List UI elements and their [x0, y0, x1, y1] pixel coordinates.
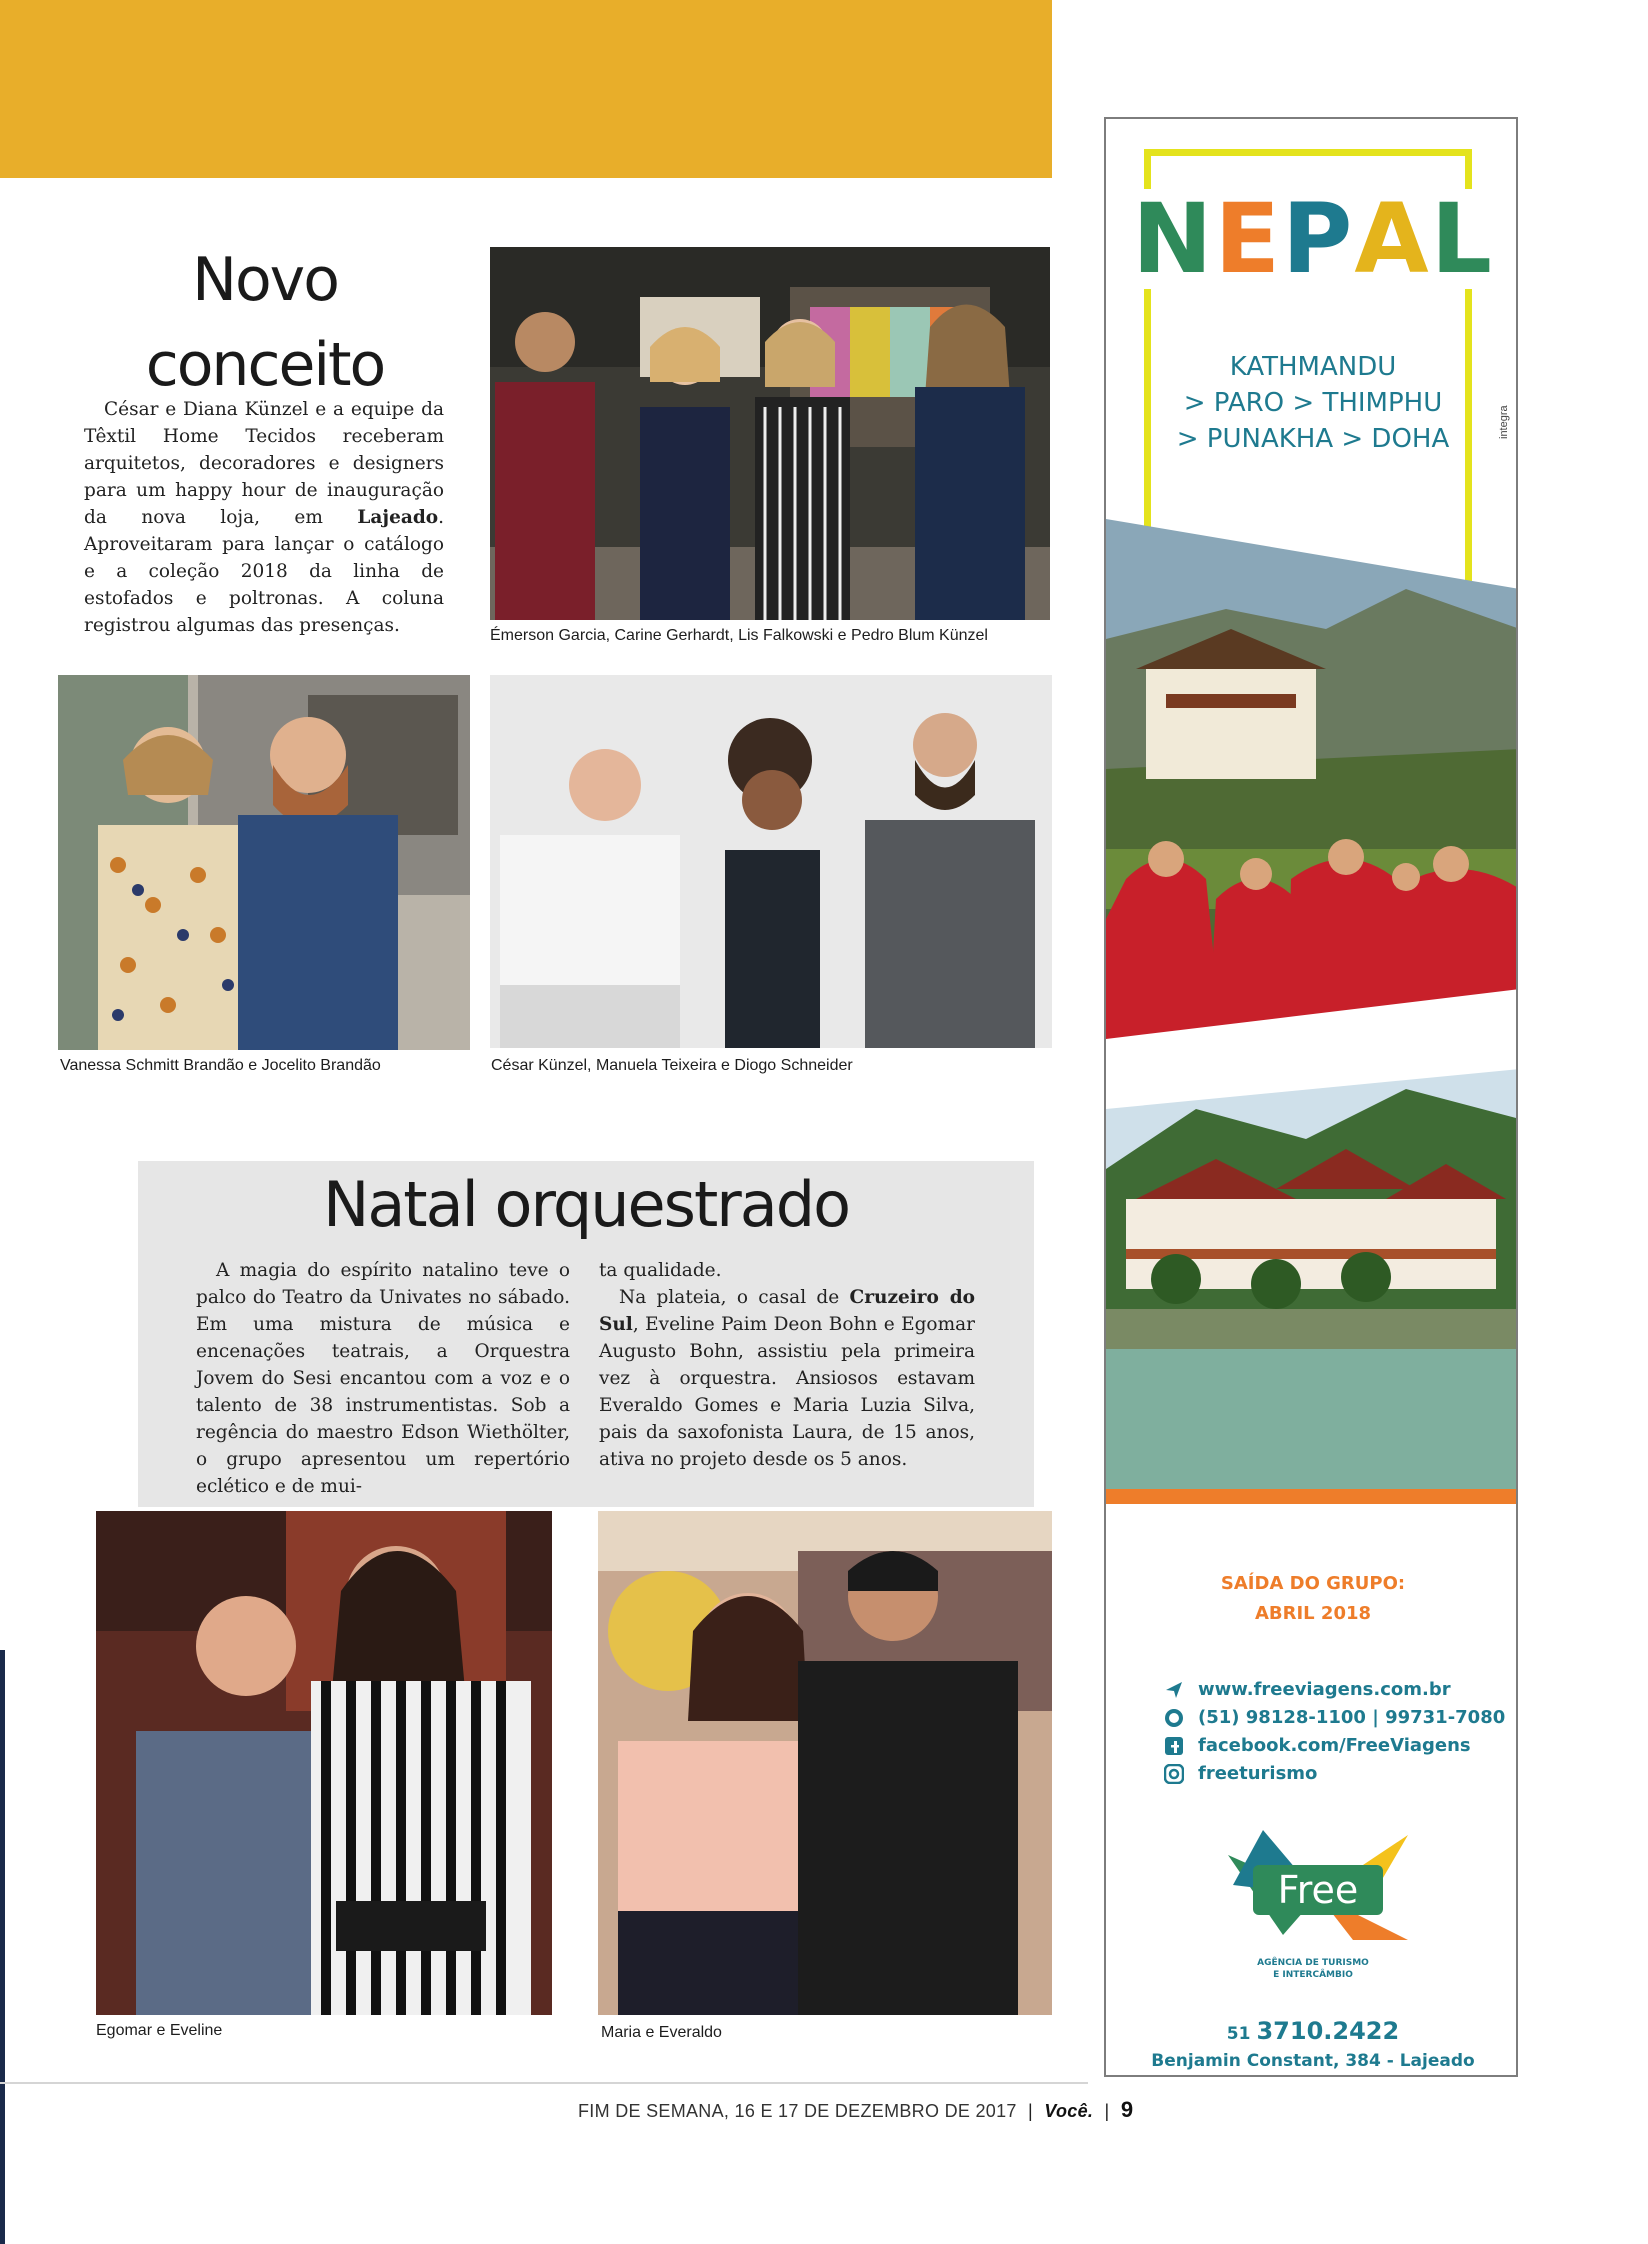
article2-title: Natal orquestrado	[322, 1168, 850, 1241]
ad-title	[1128, 183, 1498, 295]
ad-route-line-2: > PARO > THIMPHU	[1183, 388, 1443, 418]
header-color-bar	[0, 0, 1052, 178]
ad-contact-website-text: www.freeviagens.com.br	[1198, 1679, 1451, 1700]
footer-separator: |	[1104, 2101, 1110, 2121]
ad-contact-phone[interactable]	[1164, 1707, 1505, 1728]
ad-address: Benjamin Constant, 384 - Lajeado	[1151, 2051, 1475, 2071]
photo-couple-1	[58, 675, 470, 1050]
article2-column-1: A magia do espírito natalino teve o palco do Teatro da Univates no sábado. Em uma mistura de música e encenações teatrais, a Orquestra Jovem do Sesi encantou com a voz e o talento de 38 instrumentistas. Sob a regência do maestro Edson Wiethölter, o grupo apresentou um repertório eclético e de mui-	[196, 1260, 570, 1497]
ad-title-letter: NEPAL	[1132, 183, 1494, 295]
ad-route-line-3: > PUNAKHA > DOHA	[1176, 424, 1450, 454]
caption-photo-1: Émerson Garcia, Carine Gerhardt, Lis Falkowski e Pedro Blum Künzel	[490, 627, 988, 644]
p2-text-a: Na plateia, o casal de	[619, 1287, 850, 1308]
article1-title-line2: conceito	[145, 330, 385, 400]
photo-couple-2	[96, 1511, 552, 2015]
whatsapp-icon	[1164, 1708, 1184, 1728]
article2-column-2-p1: ta qualidade.	[599, 1260, 722, 1281]
ad-contact-website[interactable]	[1164, 1679, 1451, 1700]
free-logo	[1223, 1825, 1413, 1950]
footer-separator: |	[1028, 2101, 1034, 2121]
free-logo-text: Free	[1277, 1868, 1359, 1912]
ad-contact-phone-text: (51) 98128-1100 | 99731-7080	[1198, 1707, 1506, 1728]
ad-departure	[1106, 1569, 1518, 1629]
ad-phone-ddd: 51	[1226, 2024, 1251, 2044]
ad-contact-facebook-text: facebook.com/FreeViagens	[1198, 1735, 1471, 1756]
ad-departure-label: SAÍDA DO GRUPO:	[1220, 1573, 1406, 1594]
photo-store-group	[490, 247, 1050, 620]
article1-title-line1: Novo	[192, 245, 338, 315]
ad-agency-tag: integra	[1498, 405, 1510, 439]
facebook-icon	[1164, 1736, 1184, 1756]
ad-agency-line-1: AGÊNCIA DE TURISMO	[1257, 1958, 1369, 1968]
instagram-icon	[1164, 1764, 1184, 1784]
photo-couple-3	[598, 1511, 1052, 2015]
ad-agency-description	[1106, 1957, 1518, 1981]
ad-agency-line-2: E INTERCÂMBIO	[1273, 1970, 1353, 1980]
ad-departure-date: ABRIL 2018	[1254, 1603, 1372, 1624]
page-number: 9	[1120, 2097, 1134, 2122]
footer-rule	[0, 2082, 1088, 2084]
article2-column-2-p2	[599, 1284, 975, 1473]
intro-text-b: . Aproveitaram para lançar o catálogo e a coleção 2018 da linha de estofados e poltronas. A coluna registrou algumas das presenças.	[84, 507, 444, 636]
caption-photo-2: Vanessa Schmitt Brandão e Jocelito Brandão	[60, 1057, 381, 1074]
p2-city: Cruzeiro do Sul	[599, 1287, 975, 1335]
caption-photo-5: Maria e Everaldo	[601, 2024, 722, 2041]
photo-trio	[490, 675, 1052, 1048]
ad-phone-number: 3710.2422	[1256, 2017, 1400, 2045]
page-edge-strip	[0, 1650, 5, 2244]
ad-contact-instagram[interactable]	[1164, 1763, 1317, 1784]
p2-text-b: , Eveline Paim Deon Bohn e Egomar Augusto Bohn, assistiu pela primeira vez à orquestra. Ansiosos estavam Everaldo Gomes e Maria Luzia Silva, pais da saxofonista Laura, de 15 anos, ativa no projeto desde os 5 anos.	[599, 1314, 975, 1470]
intro-text-a: César e Diana Künzel e a equipe da Têxtil Home Tecidos receberam arquitetos, decoradores e designers para um happy hour de inauguração da nova loja, em	[84, 399, 444, 528]
ad-contact-instagram-text: freeturismo	[1198, 1763, 1318, 1784]
caption-photo-3: César Künzel, Manuela Teixeira e Diogo Schneider	[491, 1057, 853, 1074]
caption-photo-4: Egomar e Eveline	[96, 2022, 223, 2039]
intro-city: Lajeado	[357, 507, 439, 528]
article1-intro	[84, 396, 444, 639]
footer-date: FIM DE SEMANA, 16 E 17 DE DEZEMBRO DE 2017	[578, 2101, 1017, 2121]
ad-main-phone[interactable]	[1106, 2017, 1518, 2045]
article2-column-2	[599, 1257, 975, 1473]
ad-photo-monastery-monks	[1106, 519, 1518, 1079]
travel-advertisement	[1104, 117, 1518, 2077]
send-icon	[1164, 1680, 1184, 1700]
page-footer	[578, 2097, 1133, 2123]
footer-section: Você.	[1044, 2101, 1094, 2121]
ad-photo-dzong-river	[1106, 1049, 1518, 1504]
ad-route-line-1: KATHMANDU	[1229, 352, 1397, 382]
ad-contact-facebook[interactable]	[1164, 1735, 1471, 1756]
